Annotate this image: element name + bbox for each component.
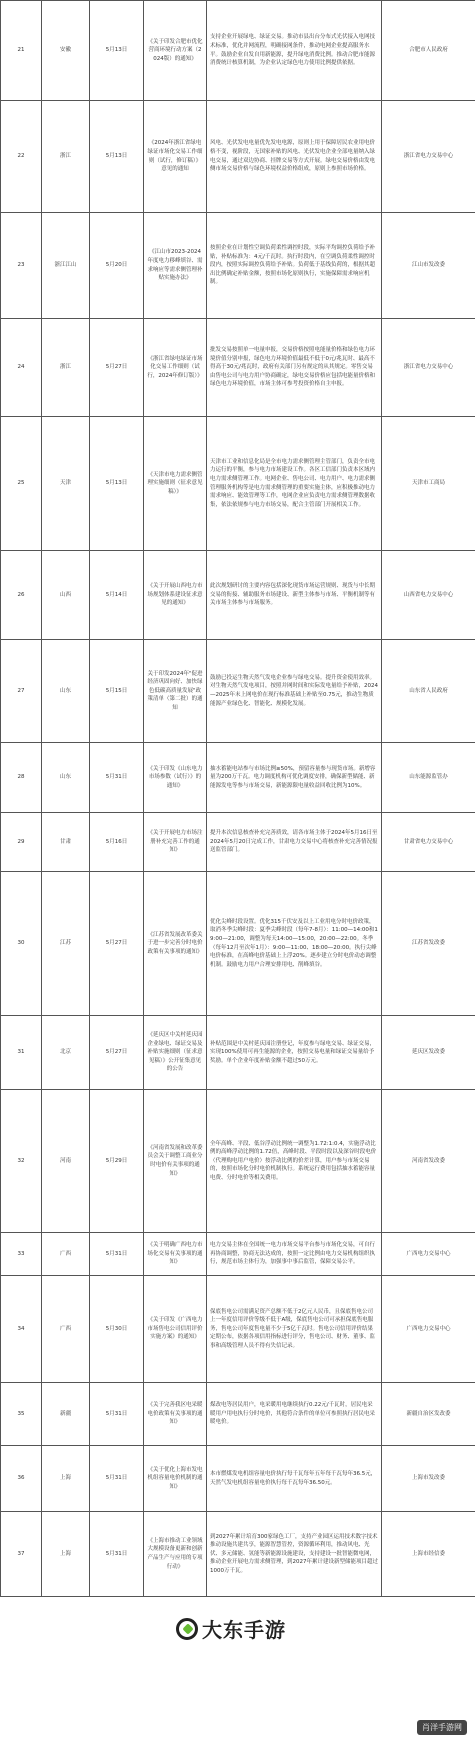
watermark-logo-icon — [176, 1618, 198, 1640]
row-department: 上海市经信委 — [382, 1512, 475, 1597]
row-title: 《关于印发合肥市优化营商环境行动方案（2024版）的通知》 — [144, 1, 207, 101]
table-row — [1, 101, 475, 213]
row-department: 合肥市人民政府 — [382, 1, 475, 101]
row-content: 按照企业在计划性空调负荷柔性调控时段，实际平均调控负荷给予补贴，补贴标准为：4元/千瓦时。执行时段内，在空调负荷柔性调控时段内，按照实际调控负荷给予补贴。负荷低于基线负荷的，根据其超出比例确定补贴金额，按照市场化原则执行，实施保障需求响应机制。 — [207, 213, 382, 319]
row-title: 《关于印发《广西电力市场售电公司信用评价实施方案》的通知》 — [144, 1276, 207, 1383]
row-title: 《上海市推动工业领域大规模设备更新和创新产品生产与应用的专项行动》 — [144, 1512, 207, 1597]
row-date: 5月31日 — [90, 1512, 144, 1597]
row-title: 《关于印发《山东电力市场参数（试行）》的通知》 — [144, 743, 207, 813]
table-row — [1, 1446, 475, 1512]
row-content: 批发交易按照单一电量申报，交易价格按照电能量价格和绿色电力环境价值分别申报，绿色电力环境价值最低不低于0元/兆瓦时、最高不得高于30元/兆瓦时，政府有关部门另有规定的从其规定。零售交易由售电公司与电力用户协商确定，绿电交易价格应包括电能量价格和绿色电力环境价值，市场主体可参考投资价格自主申报。 — [207, 319, 382, 417]
row-region: 山西 — [42, 551, 90, 640]
row-date: 5月15日 — [90, 640, 144, 743]
row-date: 5月13日 — [90, 101, 144, 213]
row-date: 5月20日 — [90, 213, 144, 319]
row-region: 广西 — [42, 1276, 90, 1383]
row-department: 江山市发改委 — [382, 213, 475, 319]
table-row — [1, 319, 475, 417]
row-department: 新疆自治区发改委 — [382, 1383, 475, 1446]
row-content: 抽水蓄能电站参与市场比例≥50%，预留容量参与现货市场。新增容量为200万千瓦。电力调度机构可优化调度安排，确保新型储能、新能源发电等参与市场交易，新能源限电量收益回收比例为10%。 — [207, 743, 382, 813]
row-department: 山东能源监管办 — [382, 743, 475, 813]
row-title: 《江苏省发展改革委关于进一步完善分时电价政策有关事项的通知》 — [144, 872, 207, 1016]
table-row — [1, 417, 475, 551]
table-row — [1, 813, 475, 872]
row-content: 本市燃煤发电机组容量电价执行每千瓦每年五年每千瓦每年36.5元，天然气发电机组容量电价执行每千瓦每年36.50元。 — [207, 1446, 382, 1512]
row-date: 5月13日 — [90, 1, 144, 101]
row-department: 天津市工商局 — [382, 417, 475, 551]
row-title: 《河南省发展和改革委员会关于调整工商业分时电价有关事项的通知》 — [144, 1090, 207, 1233]
row-title: 《天津市电力需求侧管理实施细则（征求意见稿）》 — [144, 417, 207, 551]
row-title: 《江山市2023-2024年度电力移峰填谷、需求响应等需求侧管理补贴实施办法》 — [144, 213, 207, 319]
table-row — [1, 743, 475, 813]
watermark — [170, 1612, 292, 1645]
row-content: 补贴范围是中关村延庆园注册登记，年度参与绿电交易、绿证交易，实现100%使用可再生能源的企业，按照交易电量和绿证交易量给予奖励。单个企业年度补贴金额不超过50万元。 — [207, 1016, 382, 1090]
row-date: 5月14日 — [90, 551, 144, 640]
row-region: 江苏 — [42, 872, 90, 1016]
row-department: 浙江省电力交易中心 — [382, 101, 475, 213]
row-number: 26 — [1, 551, 42, 640]
row-content: 电力交易主体在全国统一电力市场交易平台参与市场化交易，可自行再协商调整，协商无法达成的，按照一定比例由电力交易机构组织执行，规范市场主体行为，加强事中事后监管，保障交易公平。 — [207, 1233, 382, 1276]
row-content: 天津市工业和信息化局是全市电力需求侧管理主管部门，负责全市电力运行的平衡，参与电力市场建设工作。各区工信部门负责本区域内电力需求侧管理工作。电网企业、售电公司、电力用户、电力需求侧管理服务机构等是电力需求侧管理的重要实施主体，应积极推动电力需求响应、能效管理等工作，电网企业应负责电力需求侧管理数据收集，依法依规参与电力市场交易，配合主管部门开展相关工作。 — [207, 417, 382, 551]
row-title: 《关于明确广西电力市场化交易有关事项的通知》 — [144, 1233, 207, 1276]
table-row — [1, 1276, 475, 1383]
row-title: 《关于开展电力市场注册补充完善工作的通知》 — [144, 813, 207, 872]
row-region: 山东 — [42, 640, 90, 743]
row-number: 31 — [1, 1016, 42, 1090]
row-number: 27 — [1, 640, 42, 743]
row-number: 30 — [1, 872, 42, 1016]
row-number: 28 — [1, 743, 42, 813]
row-content: 支持企业开展绿电、绿证交易。推动市县出台分布式光伏接入电网技术标准，优化并网流程，明确接网条件，推动电网企业提高服务水平。鼓励企业自发自用新能源，提升绿电消费比例。推动合肥市能源消费统计核算机制，为企业认定绿色电力使用比例提供依据。 — [207, 1, 382, 101]
row-region: 河南 — [42, 1090, 90, 1233]
row-region: 安徽 — [42, 1, 90, 101]
row-number: 25 — [1, 417, 42, 551]
row-content: 煤改电等居民用户，电采暖用电继续执行0.22元/千瓦时，居民电采暖用户用电执行分时电价，其他符合条件的单位可参照执行居民电采暖电价。 — [207, 1383, 382, 1446]
row-department: 延庆区发改委 — [382, 1016, 475, 1090]
table-row — [1, 1512, 475, 1597]
row-date: 5月31日 — [90, 1383, 144, 1446]
table-row — [1, 551, 475, 640]
row-content: 保底售电公司需满足资产总额不低于2亿元人民币，且保底售电公司上一年度信用评价等级不低于A级，保底售电公司可承担保底售电服务，售电公司年度售电量不少于5亿千瓦时。售电公司信用评价结果定期公布，依据各项信用指标进行评分，售电公司、财务、董事、监事和高级管理人员不得有失信记录。 — [207, 1276, 382, 1383]
row-content: 优化尖峰时段设置。优化315千伏安及以上工业用电分时电价政策，取消冬季尖峰时段：夏季尖峰时段（每年7-8月）：11:00—14:00和19:00—21:00，调整为每天14:00—15:00，20:00—22:00。冬季（每年12月至次年1月）：9:00—11:00、18:00—20:00。执行尖峰电价标准，在高峰电价基础上上浮20%。逐步建立分时电价动态调整机制。鼓励电力用户合理安排用电、削峰填谷。 — [207, 872, 382, 1016]
row-date: 5月30日 — [90, 1276, 144, 1383]
row-content: 风电、光伏发电电量优先发电电源，原则上用于保障居民农业用电价格不变，视阶段，无国家补贴的风电、光伏发电企业全部电量纳入绿电交易，通过双边协商、挂牌交易等方式开展。绿电交易价格由发电侧市场交易价格与绿色环境权益价格组成，原则上参照市场价格。 — [207, 101, 382, 213]
row-department: 江苏省发改委 — [382, 872, 475, 1016]
row-department: 甘肃省电力交易中心 — [382, 813, 475, 872]
row-department: 山西省电力交易中心 — [382, 551, 475, 640]
row-region: 浙江 — [42, 319, 90, 417]
row-number: 33 — [1, 1233, 42, 1276]
row-title: 《2024年浙江省绿电绿证市场化交易工作细则（试行，修订稿）》意见的通知 — [144, 101, 207, 213]
row-region: 新疆 — [42, 1383, 90, 1446]
row-region: 天津 — [42, 417, 90, 551]
row-date: 5月13日 — [90, 417, 144, 551]
row-number: 34 — [1, 1276, 42, 1383]
row-title: 关于印发2024年"促进经济巩固向好、加快绿色低碳高质量发展"政策清单（第二批）的通知 — [144, 640, 207, 743]
table-row — [1, 213, 475, 319]
row-region: 北京 — [42, 1016, 90, 1090]
watermark-text: 大东手游 — [202, 1618, 286, 1642]
row-number: 29 — [1, 813, 42, 872]
row-department: 广西电力交易中心 — [382, 1276, 475, 1383]
row-date: 5月31日 — [90, 1233, 144, 1276]
row-date: 5月27日 — [90, 872, 144, 1016]
table-row — [1, 872, 475, 1016]
row-number: 32 — [1, 1090, 42, 1233]
row-number: 21 — [1, 1, 42, 101]
row-number: 22 — [1, 101, 42, 213]
row-title: 《延庆区中关村延庆园企业绿电、绿证交易及补贴实施细则（征求意见稿）》公开征集意见的公告 — [144, 1016, 207, 1090]
row-title: 《浙江省绿电绿证市场化交易工作细则（试行，2024年修订版）》 — [144, 319, 207, 417]
row-number: 24 — [1, 319, 42, 417]
table-row — [1, 1090, 475, 1233]
row-date: 5月31日 — [90, 743, 144, 813]
table-row — [1, 1233, 475, 1276]
row-content: 全年高峰、平段、低谷浮动比例统一调整为1.72:1:0.4，实施浮动比例的高峰浮动比例的1.72倍，高峰时段、平段时段以及深谷时段电价（代理购电用户电价）按浮动比例的价差计算，用户参与市场交易的，按照市场化分时电价机制执行。系统运行费用包括抽水蓄能容量电费、分时电价等相关费用。 — [207, 1090, 382, 1233]
row-title: 《关于完善我区电采暖电价政策有关事项的通知》 — [144, 1383, 207, 1446]
row-number: 35 — [1, 1383, 42, 1446]
row-region: 上海 — [42, 1512, 90, 1597]
row-region: 浙江江山 — [42, 213, 90, 319]
row-title: 《关于开展山西电力市场规划体系建设征求意见的通知》 — [144, 551, 207, 640]
row-content: 提升本次信息核查补充完善质效，请各市场主体于2024年5月16日至2024年5月20日完成工作，甘肃电力交易中心将核查补充完善情况报送监管部门。 — [207, 813, 382, 872]
row-date: 5月27日 — [90, 319, 144, 417]
row-number: 36 — [1, 1446, 42, 1512]
row-department: 山东省人民政府 — [382, 640, 475, 743]
row-content: 到2027年累计培育300家绿色工厂，支持产业园区运用技术数字技术推动设施共建共享，能源智慧管控，资源循环利用，推动风电、光伏、多元储能、氢能等新能源设施建设，支持建设一批智能微电网，推动企业开展电力需求侧管理，到2027年累计建设新型储能项目超过1000万千瓦。 — [207, 1512, 382, 1597]
row-date: 5月29日 — [90, 1090, 144, 1233]
policy-table-body — [1, 1, 475, 1597]
row-region: 甘肃 — [42, 813, 90, 872]
row-content: 鼓励已投运生物天然气发电企业参与绿电交易。提升资金使用效率。对生物天然气发电项目，按照并网时间和实际发电量给予补贴，2024—2025年末上网电价在现行标准基础上补贴至0.75元，推动生物质能源产业绿色化、智能化、规模化发展。 — [207, 640, 382, 743]
table-row — [1, 1383, 475, 1446]
row-date: 5月27日 — [90, 1016, 144, 1090]
row-region: 浙江 — [42, 101, 90, 213]
row-department: 广西电力交易中心 — [382, 1233, 475, 1276]
watermark-badge: 肖洋手游网 — [417, 1720, 467, 1735]
row-region: 山东 — [42, 743, 90, 813]
row-title: 《关于优化上海市发电机组容量电价机制的通知》 — [144, 1446, 207, 1512]
row-department: 上海市发改委 — [382, 1446, 475, 1512]
row-number: 23 — [1, 213, 42, 319]
row-number: 37 — [1, 1512, 42, 1597]
row-department: 河南省发改委 — [382, 1090, 475, 1233]
row-date: 5月31日 — [90, 1446, 144, 1512]
row-department: 浙江省电力交易中心 — [382, 319, 475, 417]
table-row — [1, 1016, 475, 1090]
table-row — [1, 640, 475, 743]
row-date: 5月16日 — [90, 813, 144, 872]
row-content: 此次规划研讨的主要内容包括深化现货市场运营规则、现货与中长期交易的衔接、辅助服务市场建设、新型主体参与市场、平衡机制等有关市场主体参与市场服务。 — [207, 551, 382, 640]
row-region: 广西 — [42, 1233, 90, 1276]
row-region: 上海 — [42, 1446, 90, 1512]
table-row — [1, 1, 475, 101]
